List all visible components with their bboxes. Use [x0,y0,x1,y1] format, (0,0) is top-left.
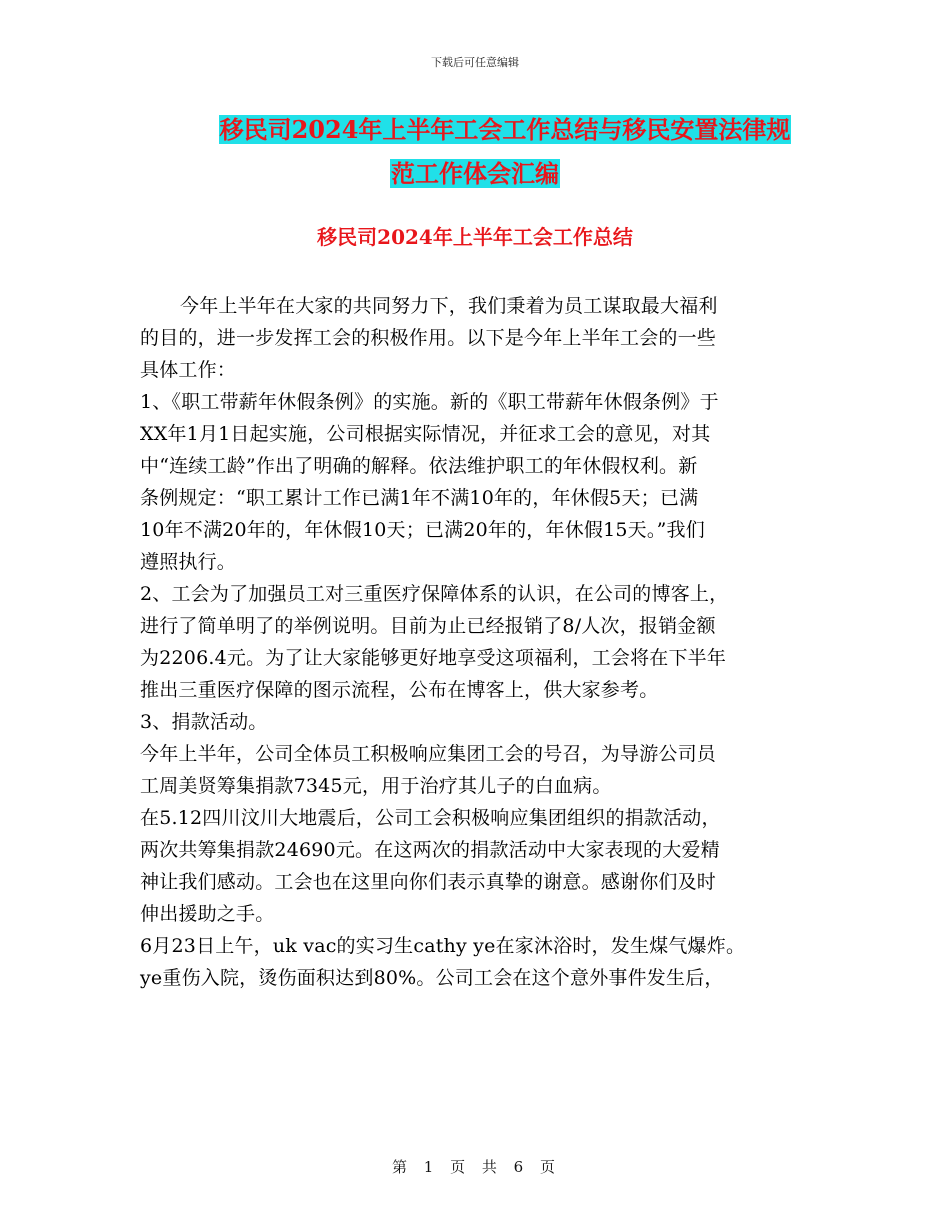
body-line: 工周美贤筹集捐款7345元，用于治疗其儿子的白血病。 [140,775,612,797]
page-header: 下载后可任意编辑 [431,56,519,69]
body-line: 在5.12四川汶川大地震后，公司工会积极响应集团组织的捐款活动， [140,807,721,829]
title-highlight-2: 范工作体会汇编 [391,159,559,188]
section-title: 移民司2024年上半年工会工作总结 [317,225,633,249]
body-line: XX年1月1日起实施，公司根据实际情况，并征求工会的意见，对其 [140,423,711,445]
body-line: ye重伤入院，烫伤面积达到80%。公司工会在这个意外事件发生后， [140,967,724,989]
body-line: 3、捐款活动。 [140,711,268,733]
body-line: 进行了简单明了的举例说明。目前为止已经报销了8/人次，报销金额 [140,615,716,637]
body-line: 今年上半年在大家的共同努力下，我们秉着为员工谋取最大福利 [180,295,718,317]
body-line: 6月23日上午，uk vac的实习生cathy ye在家沐浴时，发生煤气爆炸。 [140,935,746,957]
body-line: 两次共筹集捐款24690元。在这两次的捐款活动中大家表现的大爱精 [140,839,720,861]
title-highlight-1: 移民司2024年上半年工会工作总结与移民安置法律规 [219,115,791,144]
body-line: 中“连续工龄”作出了明确的解释。依法维护职工的年休假权利。新 [140,455,698,477]
body-line: 1、《职工带薪年休假条例》的实施。新的《职工带薪年休假条例》于 [140,391,719,413]
body-line: 推出三重医疗保障的图示流程，公布在博客上，供大家参考。 [140,679,659,701]
body-line: 10年不满20年的，年休假10天；已满20年的，年休假15天。”我们 [140,519,705,541]
body-line: 遵照执行。 [140,551,237,573]
body-line: 的目的，进一步发挥工会的积极作用。以下是今年上半年工会的一些 [140,327,717,349]
document-title-line-2 [0,152,950,196]
page-footer: 第 1 页 共 6 页 [392,1158,558,1176]
body-line: 2、工会为了加强员工对三重医疗保障体系的认识，在公司的博客上， [140,583,729,605]
document-body [140,290,830,994]
document-title-line-1 [30,108,950,152]
body-line: 伸出援助之手。 [140,903,275,925]
body-line: 今年上半年，公司全体员工积极响应集团工会的号召，为导游公司员 [140,743,717,765]
body-line: 为2206.4元。为了让大家能够更好地享受这项福利，工会将在下半年 [140,647,727,669]
body-line: 条例规定：“职工累计工作已满1年不满10年的，年休假5天；已满 [140,487,699,509]
body-line: 具体工作： [140,359,237,381]
body-line: 神让我们感动。工会也在这里向你们表示真挚的谢意。感谢你们及时 [140,871,717,893]
